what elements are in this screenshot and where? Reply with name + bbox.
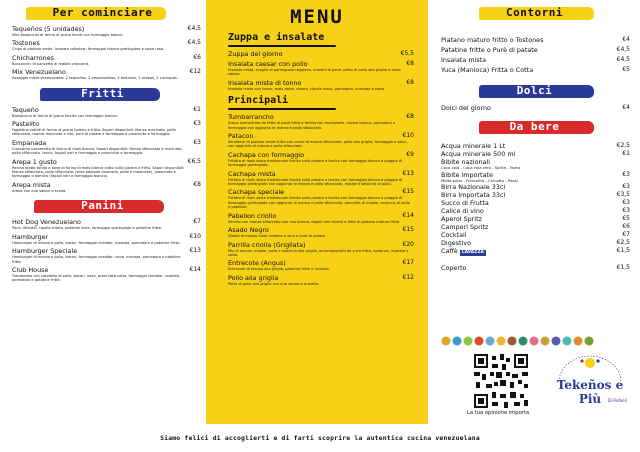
menu-item: [429, 199, 640, 207]
menu-item: [429, 142, 640, 150]
section-dolci: [429, 82, 640, 100]
item-name: Cachapa mista: [228, 169, 276, 178]
item-name: Platano maturo fritto o Tostones: [441, 36, 544, 44]
item-price: €4,5: [187, 25, 201, 32]
item-price: €5,5: [400, 50, 414, 57]
menu-item: [0, 25, 205, 37]
zuppa-list: [206, 50, 428, 91]
item-price: €17: [402, 259, 414, 267]
menu-item: [206, 151, 428, 168]
coperto-row: [429, 264, 640, 272]
item-desc: Frittata di mais dolce tradizionale farcita sulla piastra e farcita con formaggio bianco e pioggia di formaggio grattugiato.: [228, 158, 403, 168]
panini-list: [0, 218, 205, 282]
item-name: Pabellon criollo: [228, 211, 277, 220]
menu-item: [429, 36, 640, 44]
item-price: €20: [402, 240, 414, 248]
item-price: €15: [402, 188, 414, 196]
item-price: €15: [402, 226, 414, 234]
item-name: Parrilla criolla (Grigliata): [228, 240, 306, 249]
item-price: €3: [622, 207, 630, 215]
item-desc: Assaggio misto venezuelano: 2 tequeños, 2 empanaditas, 2 tostones, 2 arepas, 2 cachapas.: [12, 76, 178, 81]
item-price: €1: [193, 105, 201, 113]
item-name: Bibite importate: [441, 170, 493, 179]
item-name: Succo di Frutta: [441, 199, 489, 208]
dolci-list: [429, 104, 640, 112]
item-price: €4: [622, 36, 630, 43]
item-desc: Frittata di mais dolce tradizionale farcita sulla piastra e farcita con formaggio bianco e pioggia di formaggio grattugiato con aggiunta di manzo e pollo sfilacciato, pancetta di maiale, salsiccia di pollo e patatine.: [228, 196, 410, 210]
menu-item: [429, 183, 640, 191]
item-desc: Panino piatto tondo a base di farina di mais bianco cotto sulla piastra e fritto. Sapori disponibili: Manzo sfilacciato, pollo sfilacciato, reina pepiada (Avocado, pollo e maionese), prosciutto e formaggio o domino (fagioli neri e formaggio bianco).: [12, 165, 185, 179]
item-price: €3,5: [616, 191, 630, 199]
item-name: Pollo alla griglia: [228, 273, 279, 282]
allergen-icons: [441, 331, 631, 341]
item-price: €6,5: [187, 157, 201, 165]
menu-item: [0, 233, 205, 245]
item-desc: Fagottino sottile di farina di grano ripieno e fritto. Sapori disponibili: Manzo macinato, pollo sfilacciato, manzo macinato e riso, pure di patate e formaggio o prosciutto e formaggio.: [12, 128, 176, 137]
item-name: Tequeño: [12, 105, 39, 114]
section-title: Panini: [81, 199, 124, 213]
item-name: Club House: [12, 265, 49, 274]
item-name: Patacon: [228, 132, 254, 141]
item-desc: Croccante panzerotto di farina di mais bianco. Sapori disponibili: Manzo sfilacciato e macinato, pollo sfilacciato, tonno, fagioli neri e formaggio o prosciutto e formaggio.: [12, 146, 183, 156]
item-price: €8: [406, 60, 414, 67]
item-desc: Insalata mista con tonno, mais dolce, carota, cipolla rossa, pomodoro, avocado e salsa.: [228, 86, 386, 91]
contorni-list: [429, 36, 640, 74]
item-desc: Entrecote di manzo alla griglia, patatine fritte e insalata.: [228, 267, 330, 272]
item-price: €14: [402, 211, 414, 219]
item-name: Insalata mista di tonno: [228, 78, 302, 87]
menu-item: [0, 39, 205, 51]
item-name: Bibite nazionali: [441, 158, 490, 166]
item-price: €3: [622, 170, 630, 178]
item-name: Chicharrones: [12, 53, 54, 62]
menu-item: [429, 158, 640, 171]
menu-item: [0, 120, 205, 137]
footer-text: Siamo felici di accoglierti e di farti scoprire la autentica cucina venezuelana: [160, 434, 480, 442]
menu-item: [429, 223, 640, 231]
item-name: Hamburger Speciale: [12, 247, 78, 256]
divider: [228, 45, 336, 47]
section-title: Dolci: [516, 84, 553, 97]
menu-item: [0, 181, 205, 193]
coperto-label: Coperto: [441, 264, 467, 273]
item-desc: Insalata mista, scaglie di parmigiano reggiano, crostini di pane, petto di pollo alla griglia e salsa caesar.: [228, 68, 401, 77]
item-desc: Mini bastoncini di farina di grano farciti con formaggio bianco.: [12, 33, 124, 37]
item-name: [441, 247, 622, 256]
item-price: €3: [622, 183, 630, 191]
menu-item: [0, 218, 205, 230]
menu-item: [429, 104, 640, 112]
section-title: Contorni: [506, 6, 563, 19]
item-name: Aperol Spritz: [441, 215, 482, 224]
restaurant-logo: [547, 352, 633, 412]
section-da-bere: [429, 118, 640, 136]
menu-item: [206, 50, 428, 58]
item-sub: Coca cola - Coca cola zero - Sprite - Fanta: [441, 165, 521, 170]
item-price: €4,5: [187, 39, 201, 47]
item-price: €1,5: [616, 247, 630, 255]
menu-item: [206, 226, 428, 238]
item-price: €3: [622, 199, 630, 207]
da-bere-list: [429, 142, 640, 272]
qr-code-graphic: [474, 354, 528, 408]
item-name: Insalata caesar con pollo: [228, 60, 308, 68]
item-price: €2,5: [616, 142, 630, 149]
item-name: Tumbarrancho: [228, 113, 274, 122]
item-name: Campori Spritz: [441, 223, 489, 232]
item-name: Hamburger: [12, 232, 49, 241]
left-column: [0, 0, 205, 424]
item-desc: Hamburger di manzo e pollo, bacon, formaggio cheddar, insalata, pomodoro e patatine fritte.: [12, 240, 181, 245]
item-desc: Bastoncino di farina di grano farcito con formaggio bianco.: [12, 113, 118, 118]
item-name: Dolci del giorno: [441, 104, 491, 112]
per-cominciare-list: [0, 25, 205, 81]
item-name: Patatine fritte o Purè di patate: [441, 46, 538, 54]
menu-item: [0, 158, 205, 179]
menu-item: [429, 150, 640, 158]
item-desc: Pane, Würstel, cipolla tritata, patatine stick, formaggio grattugiato e patatine fritte.: [12, 226, 163, 231]
item-desc: Petto di pollo alla griglia con due contorni a scelta.: [228, 281, 320, 286]
section-title: Fritti: [81, 86, 124, 100]
qr-caption: La tua opinione importa: [467, 410, 530, 416]
item-desc: Sandwich di platano verde fritto con carne di manzo sfilacciato, pollo alla griglia, formaggio e salse, con aggiunta di manzo e pollo sfilacciato.: [228, 140, 408, 149]
item-name: Entrecote (Angus): [228, 259, 286, 268]
right-column: [429, 0, 640, 424]
qr-code[interactable]: [474, 354, 528, 408]
footer: [0, 424, 640, 452]
menu-item: [429, 56, 640, 64]
logo-text: Tekeños e Più: [556, 378, 624, 406]
caffe-label: Caffè: [441, 247, 458, 256]
item-price: €1: [622, 150, 630, 157]
item-desc: Girello di manzo cotto insieme a vino e pure di patate.: [228, 234, 326, 239]
item-price: €2,5: [616, 239, 630, 247]
item-price: €6: [622, 223, 630, 231]
section-title: Per cominciare: [52, 6, 153, 19]
item-price: €4,5: [616, 56, 630, 63]
item-name: Acqua minerale 500 ml: [441, 150, 516, 158]
item-price: €5: [622, 66, 630, 73]
item-price: €13: [189, 247, 201, 255]
middle-column: [206, 0, 428, 424]
menu-item: [0, 54, 205, 66]
menu-item: [206, 188, 428, 209]
menu-item: [0, 247, 205, 264]
lavazza-logo: LAVAZZA: [461, 250, 484, 256]
menu-item: [429, 239, 640, 247]
menu-item: [0, 106, 205, 118]
item-name: Pastelito: [12, 120, 40, 129]
item-price: €7: [193, 218, 201, 226]
item-price: €3: [193, 138, 201, 146]
item-name: Yuca (Manioca) Fritta o Cotta: [441, 66, 534, 74]
menu-item: [429, 231, 640, 239]
allergen-icons-graphic: [441, 336, 631, 346]
item-name: Cachapa con formaggio: [228, 150, 304, 159]
item-name: Empanada: [12, 138, 47, 147]
item-name: Arepa 1 gusto: [12, 157, 57, 166]
item-price: €3: [193, 120, 201, 128]
menu-item: [206, 60, 428, 77]
item-name: Calice di vino: [441, 207, 484, 216]
menu-item: [429, 215, 640, 223]
section-title: Principali: [228, 95, 289, 107]
section-title: Zuppa e insalate: [228, 32, 325, 43]
item-price: €10: [402, 132, 414, 140]
item-name: Cocktail: [441, 231, 467, 240]
menu-item: [429, 247, 640, 256]
logo-tagline: Di Rafaeli: [607, 398, 627, 403]
menu-item: [0, 68, 205, 80]
menu-item: [206, 241, 428, 258]
item-price: €12: [402, 273, 414, 281]
menu-title: MENU: [290, 6, 344, 28]
section-per-cominciare: [0, 4, 205, 22]
item-name: Insalata mista: [441, 56, 487, 64]
divider: [228, 108, 336, 110]
item-name: Asado Negro: [228, 226, 269, 235]
item-name: Acqua minerale 1 Lt: [441, 142, 506, 150]
item-sub: Malta polar - Frescolita - Chinotto - Pepsi: [441, 177, 518, 183]
item-desc: Servito con manzo sfilacciato con riso bianco, fagioli neri stufati e fette di platano maturo fritte.: [228, 219, 401, 224]
item-name: Tostones: [12, 39, 40, 48]
menu-item: [0, 266, 205, 283]
item-price: €7: [622, 231, 630, 239]
item-name: Birra Nazionale 33cl: [441, 183, 506, 192]
item-name: Cachapa speciale: [228, 188, 285, 197]
menu-item: [206, 79, 428, 91]
item-name: Hot Dog Venezuelano: [12, 218, 81, 227]
section-title: Da bere: [509, 120, 560, 133]
item-name: Zuppa del giorno: [228, 50, 283, 58]
item-name: Arepa mista: [12, 180, 51, 189]
section-fritti: [0, 85, 205, 103]
menu-item: [206, 170, 428, 187]
item-name: Digestivo: [441, 239, 471, 248]
item-name: Tequeños (5 unidades): [12, 25, 85, 33]
menu-item: [0, 139, 205, 156]
item-price: €6: [193, 53, 201, 61]
item-desc: Hamburger di manzo e pollo, bacon, formaggio cheddar, uova, insalata, pomodoro e patatine fritte.: [12, 255, 181, 264]
menu-item: [429, 66, 640, 74]
item-price: €4,5: [616, 46, 630, 53]
item-price: €13: [402, 169, 414, 177]
item-price: €8: [193, 180, 201, 188]
item-desc: Tramezzino con cotoletta di pollo, bacon, uova, prosciutto cotto, formaggio cheddar, insalata, pomodoro e patatine fritte.: [12, 273, 181, 283]
section-contorni: [429, 4, 640, 22]
item-desc: Chips di platano verde, insalata coleslaw, formaggio bianco grattugiato e salsa rosa.: [12, 47, 165, 52]
item-price: €9: [406, 150, 414, 158]
menu-item: [206, 132, 428, 149]
item-price: €4: [622, 104, 630, 111]
section-panini: [0, 197, 205, 215]
menu-item: [429, 191, 640, 199]
item-price: €10: [189, 232, 201, 240]
menu-item: [206, 274, 428, 286]
coperto-price: €1,5: [616, 264, 630, 272]
item-price: €14: [189, 265, 201, 273]
menu-item: [429, 171, 640, 184]
menu-item: [206, 212, 428, 224]
item-price: €12: [189, 68, 201, 76]
item-desc: Frittata di mais dolce tradizionale farcita sulla piastra e farcita con formaggio bianco e pioggia di formaggio grattugiato con aggiunta di manzo e pollo sfilacciato, maiale e salsiccia di pollo.: [228, 177, 403, 187]
fritti-list: [0, 106, 205, 194]
item-desc: Arepa sormontata da fetta di pane fritta e farcita con mortadella, cavolo bianco, pomodoro e formaggio con aggiunta di manzo e pollo sfilacciato.: [228, 121, 396, 130]
item-price: €8: [406, 113, 414, 121]
item-name: Birra Importata 33cl: [441, 191, 506, 200]
item-desc: Bocconcini di pancetta di maiale croccanti.: [12, 61, 90, 66]
menu-item: [206, 113, 428, 130]
item-desc: Arepa con due sapori a scelta.: [12, 188, 67, 193]
menu-item: [429, 207, 640, 215]
menu-item: [206, 259, 428, 271]
item-price: €8: [406, 78, 414, 86]
item-price: €5: [622, 215, 630, 223]
item-desc: Mix di manzo, maiale, pollo e salsiccia alla griglia, accompagnato da yuca fritta, tostones, insalata e salsa.: [228, 248, 409, 257]
menu-item: [429, 46, 640, 54]
item-name: Mix Venezuelano: [12, 68, 66, 77]
principali-list: [206, 113, 428, 286]
